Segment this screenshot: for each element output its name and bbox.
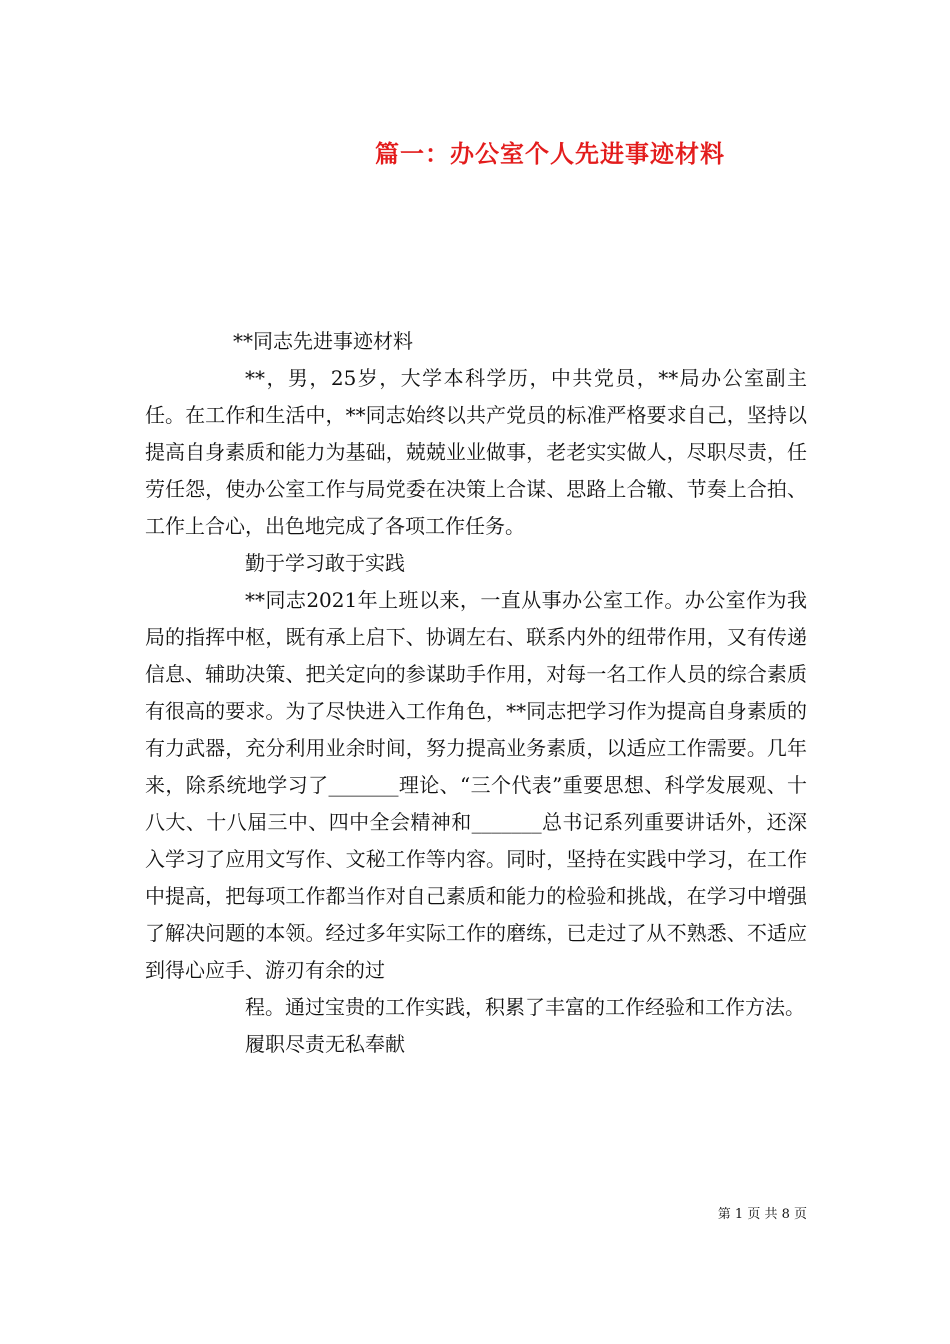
document-body: [145, 323, 807, 1063]
section-heading-study: 勤于学习敢于实践: [245, 551, 405, 575]
paragraph-intro: **，男，25岁，大学本科学历，中共党员，**局办公室副主任。在工作和生活中，**同志始终以共产党员的标准严格要求自己，坚持以提高自身素质和能力为基础，兢兢业业做事，老老实实做人，尽职尽责，任劳任怨，使办公室工作与局党委在决策上合谋、思路上合辙、节奏上合拍、工作上合心，出色地完成了各项工作任务。: [145, 366, 807, 538]
page-number-footer: 第 1 页 共 8 页: [717, 1207, 807, 1222]
paragraph-heading-materials: **同志先进事迹材料: [233, 329, 413, 353]
document-title: 篇一：办公室个人先进事迹材料: [375, 139, 725, 168]
paragraph-study: **同志2021年上班以来，一直从事办公室工作。办公室作为我局的指挥中枢，既有承上启下、协调左右、联系内外的纽带作用，又有传递信息、辅助决策、把关定向的参谋助手作用，对每一名工作人员的综合素质有很高的要求。为了尽快进入工作角色，**同志把学习作为提高自身素质的有力武器，充分利用业余时间，努力提高业务素质，以适应工作需要。几年来，除系统地学习了_______理论、“三个代表”重要思想、科学发展观、十八大、十八届三中、四中全会精神和_______总书记系列重要讲话外，还深入学习了应用文写作、文秘工作等内容。同时，坚持在实践中学习，在工作中提高，把每项工作都当作对自己素质和能力的检验和挑战，在学习中增强了解决问题的本领。经过多年实际工作的磨练，已走过了从不熟悉、不适应到得心应手、游刃有余的过: [145, 588, 807, 982]
section-heading-duty: 履职尽责无私奉献: [245, 1032, 405, 1056]
paragraph-study-continued: 程。通过宝贵的工作实践，积累了丰富的工作经验和工作方法。: [245, 995, 805, 1019]
